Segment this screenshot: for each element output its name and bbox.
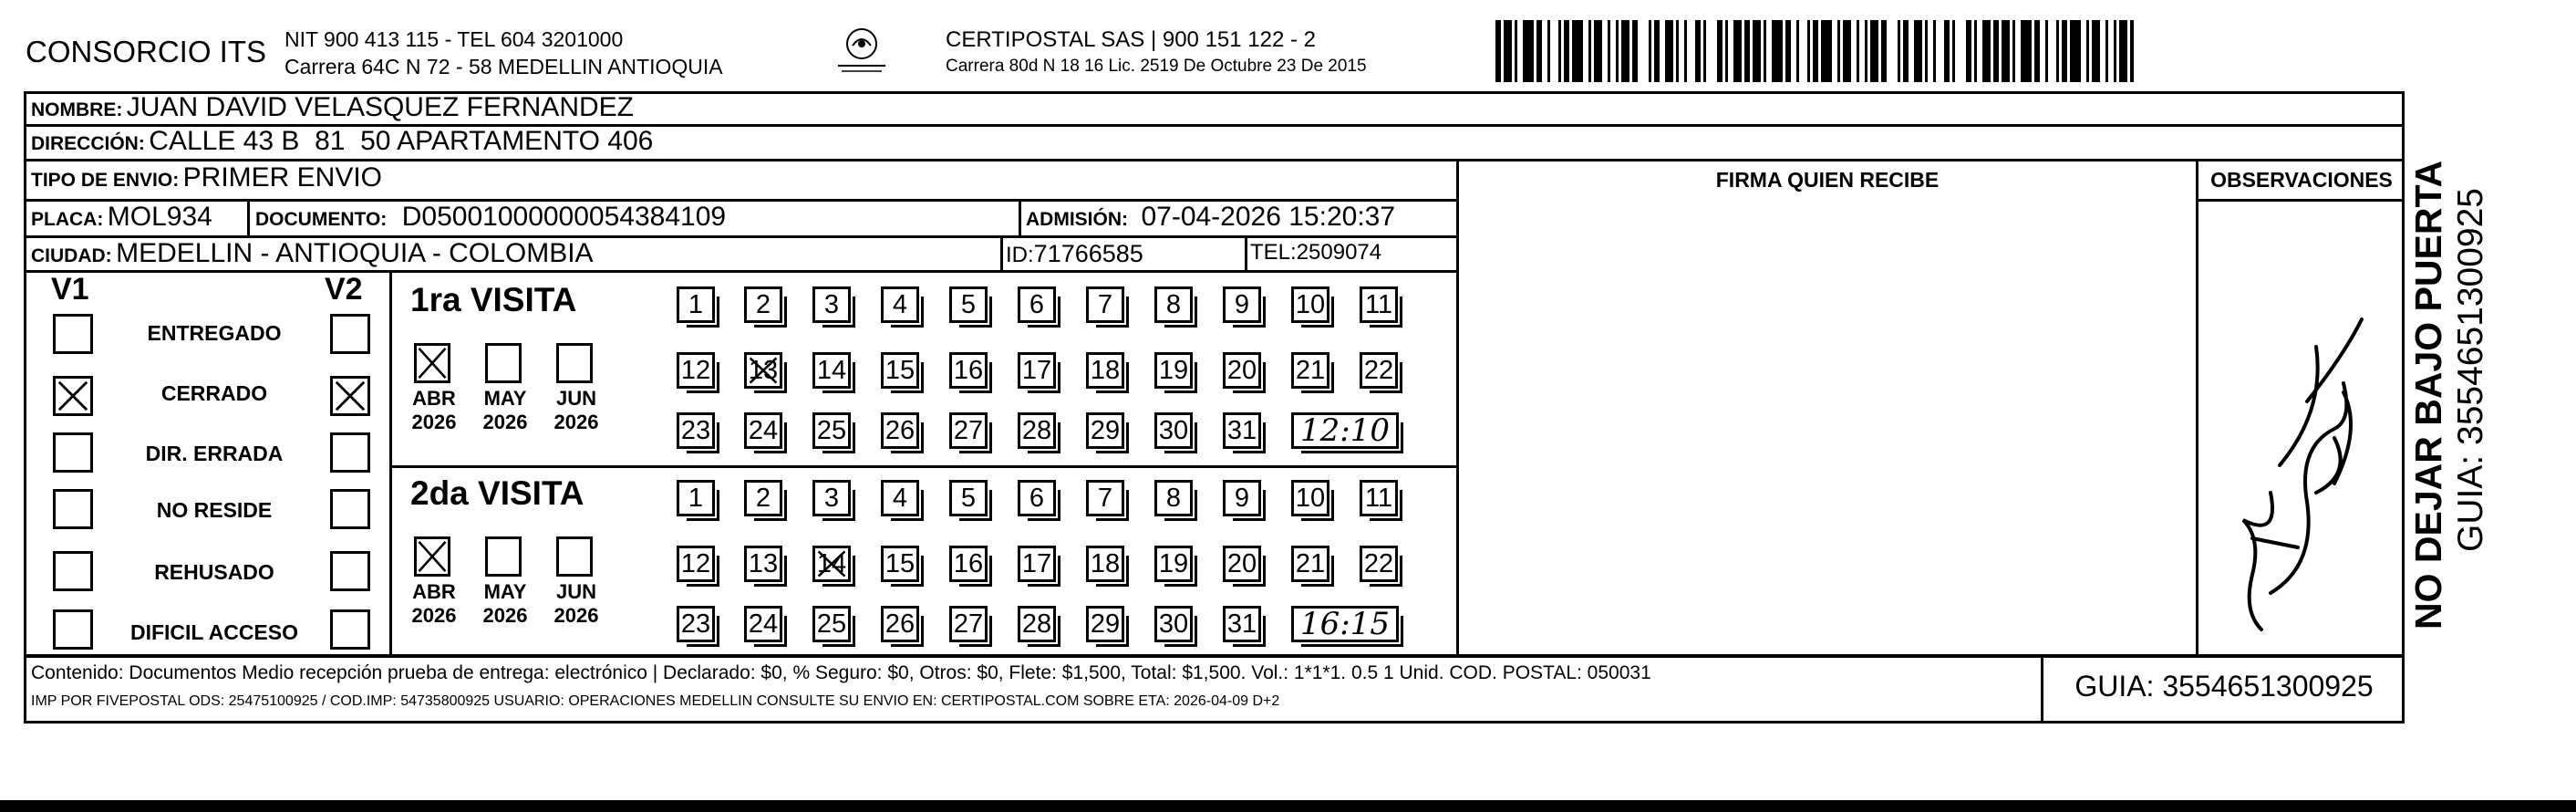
ciudad-field	[31, 238, 594, 269]
company-address: Carrera 64C N 72 - 58 MEDELLIN ANTIOQUIA	[284, 55, 723, 78]
documento-label: DOCUMENTO:	[255, 209, 388, 230]
v2-checkbox-4[interactable]	[330, 489, 370, 529]
day-box-21[interactable]: 21	[1291, 546, 1329, 582]
v1-checkbox-6[interactable]	[53, 609, 93, 650]
day-box-7[interactable]: 7	[1086, 480, 1124, 516]
tel-label: TEL:	[1250, 240, 1297, 265]
status-label-4: NO RESIDE	[156, 498, 273, 522]
year-label: 2026	[411, 604, 457, 627]
company-nit: NIT 900 413 115 - TEL 604 3201000	[284, 27, 624, 51]
day-box-11[interactable]: 11	[1360, 480, 1398, 516]
day-box-22[interactable]: 22	[1360, 352, 1398, 389]
observaciones-header: OBSERVACIONES	[2210, 168, 2393, 192]
year-label: 2026	[553, 604, 599, 627]
v2-checkbox-2[interactable]	[330, 376, 370, 416]
day-box-26[interactable]: 26	[881, 606, 919, 642]
year-label: 2026	[482, 411, 528, 433]
ciudad-value: MEDELLIN - ANTIOQUIA - COLOMBIA	[116, 238, 594, 268]
day-box-29[interactable]: 29	[1086, 412, 1124, 449]
admision-label: ADMISIÓN:	[1026, 209, 1128, 230]
day-box-23[interactable]: 23	[677, 606, 715, 642]
v2-checkbox-5[interactable]	[330, 551, 370, 591]
tipo-value: PRIMER ENVIO	[182, 162, 383, 193]
month-checkbox-jun[interactable]	[556, 536, 593, 577]
visit-title-1: 1ra VISITA	[410, 281, 577, 318]
day-mark-icon	[815, 548, 848, 579]
day-box-14[interactable]: 14	[812, 546, 851, 582]
day-box-15[interactable]: 15	[881, 352, 919, 389]
day-box-12[interactable]: 12	[677, 352, 715, 389]
v2-checkbox-3[interactable]	[330, 432, 370, 473]
v1-checkbox-2[interactable]	[53, 376, 93, 416]
day-box-18[interactable]: 18	[1086, 352, 1124, 389]
placa-field	[31, 202, 212, 233]
day-box-2[interactable]: 2	[744, 286, 782, 323]
direccion-value: CALLE 43 B 81 50 APARTAMENTO 406	[149, 126, 654, 156]
status-label-5: REHUSADO	[154, 560, 274, 584]
day-box-15[interactable]: 15	[881, 546, 919, 582]
day-box-10[interactable]: 10	[1291, 480, 1329, 516]
day-box-28[interactable]: 28	[1018, 606, 1056, 642]
day-box-30[interactable]: 30	[1154, 412, 1193, 449]
v1-heading: V1	[51, 272, 89, 307]
v2-heading: V2	[325, 272, 363, 307]
day-box-19[interactable]: 19	[1154, 352, 1193, 389]
day-box-7[interactable]: 7	[1086, 286, 1124, 323]
v2-checkbox-6[interactable]	[330, 609, 370, 650]
tipo-label: TIPO DE ENVIO:	[31, 170, 180, 191]
day-box-1[interactable]: 1	[677, 286, 715, 323]
firma-header: FIRMA QUIEN RECIBE	[1715, 168, 1940, 192]
day-box-29[interactable]: 29	[1086, 606, 1124, 642]
month-checkbox-may[interactable]	[485, 343, 522, 383]
nombre-field	[31, 92, 634, 123]
certipostal-logo	[825, 26, 898, 80]
day-mark-icon	[747, 355, 780, 386]
documento-field	[255, 202, 726, 233]
day-box-13[interactable]: 13	[744, 546, 782, 582]
month-label: ABR	[412, 580, 456, 603]
day-box-17[interactable]: 17	[1018, 352, 1056, 389]
day-box-6[interactable]: 6	[1018, 286, 1056, 323]
day-box-11[interactable]: 11	[1360, 286, 1398, 323]
handwritten-signature	[2207, 265, 2389, 648]
footer-imp: IMP POR FIVEPOSTAL ODS: 25475100925 / COD.IMP: 54735800925 USUARIO: OPERACIONES MEDELLIN CONSULTE SU ENVIO EN: CERTIPOSTAL.COM SOBRE ETA: 2026-04-09 D+2	[31, 693, 1280, 709]
day-box-25[interactable]: 25	[812, 606, 851, 642]
day-box-25[interactable]: 25	[812, 412, 851, 449]
month-checkbox-abr[interactable]	[414, 536, 450, 577]
side-guia: GUIA: 3554651300925	[2451, 188, 2490, 552]
day-box-2[interactable]: 2	[744, 480, 782, 516]
day-box-16[interactable]: 16	[949, 546, 988, 582]
month-label: MAY	[483, 580, 527, 603]
carrier-address: Carrera 80d N 18 16 Lic. 2519 De Octubre 23 De 2015	[946, 57, 1367, 76]
documento-value: D05001000000054384109	[401, 202, 727, 232]
day-box-17[interactable]: 17	[1018, 546, 1056, 582]
id-value: 71766585	[1033, 240, 1143, 267]
day-box-8[interactable]: 8	[1154, 480, 1193, 516]
year-label: 2026	[482, 604, 528, 627]
day-box-8[interactable]: 8	[1154, 286, 1193, 323]
year-label: 2026	[411, 411, 457, 433]
day-box-16[interactable]: 16	[949, 352, 988, 389]
day-box-20[interactable]: 20	[1223, 546, 1261, 582]
placa-value: MOL934	[107, 202, 212, 232]
day-box-18[interactable]: 18	[1086, 546, 1124, 582]
v2-checkbox-1[interactable]	[330, 314, 370, 354]
day-box-12[interactable]: 12	[677, 546, 715, 582]
day-box-9[interactable]: 9	[1223, 286, 1261, 323]
admision-value: 07-04-2026 15:20:37	[1141, 202, 1396, 232]
admision-field	[1026, 202, 1395, 233]
month-label: JUN	[555, 580, 596, 603]
day-box-20[interactable]: 20	[1223, 352, 1261, 389]
v1-checkbox-3[interactable]	[53, 432, 93, 473]
id-label: ID:	[1006, 243, 1034, 267]
month-checkbox-jun[interactable]	[556, 343, 593, 383]
day-box-5[interactable]: 5	[949, 286, 988, 323]
nombre-label: NOMBRE:	[31, 99, 123, 120]
day-box-30[interactable]: 30	[1154, 606, 1193, 642]
day-box-28[interactable]: 28	[1018, 412, 1056, 449]
month-label: MAY	[483, 387, 527, 410]
status-label-6: DIFICIL ACCESO	[129, 620, 298, 644]
ciudad-label: CIUDAD:	[31, 245, 112, 266]
barcode	[1495, 20, 2134, 82]
tipo-field	[31, 162, 382, 193]
day-box-3[interactable]: 3	[812, 286, 851, 323]
visit-time-2[interactable]: 16:15	[1291, 606, 1399, 642]
nombre-value: JUAN DAVID VELASQUEZ FERNANDEZ	[126, 92, 634, 122]
tel-field	[1250, 240, 1381, 265]
status-label-1: ENTREGADO	[147, 321, 282, 345]
month-label: ABR	[412, 387, 456, 410]
day-box-3[interactable]: 3	[812, 480, 851, 516]
day-box-14[interactable]: 14	[812, 352, 851, 389]
day-box-6[interactable]: 6	[1018, 480, 1056, 516]
carrier-name: CERTIPOSTAL SAS | 900 151 122 - 2	[946, 27, 1316, 52]
direccion-label: DIRECCIÓN:	[31, 133, 145, 154]
id-field	[1006, 240, 1143, 268]
visit-title-2: 2da VISITA	[410, 474, 585, 512]
day-box-4[interactable]: 4	[881, 480, 919, 516]
footer-guia: GUIA: 3554651300925	[2074, 670, 2374, 703]
day-box-21[interactable]: 21	[1291, 352, 1329, 389]
day-box-4[interactable]: 4	[881, 286, 919, 323]
day-box-27[interactable]: 27	[949, 606, 988, 642]
day-box-23[interactable]: 23	[677, 412, 715, 449]
day-box-13[interactable]: 13	[744, 352, 782, 389]
status-label-2: CERRADO	[160, 381, 268, 405]
day-box-22[interactable]: 22	[1360, 546, 1398, 582]
day-box-26[interactable]: 26	[881, 412, 919, 449]
visit-time-1[interactable]: 12:10	[1291, 412, 1399, 449]
tel-value: 2509074	[1296, 240, 1382, 265]
placa-label: PLACA:	[31, 209, 104, 230]
side-warning: NO DEJAR BAJO PUERTA	[2407, 160, 2449, 630]
month-checkbox-may[interactable]	[485, 536, 522, 577]
v1-checkbox-4[interactable]	[53, 489, 93, 529]
v1-checkbox-1[interactable]	[53, 314, 93, 354]
day-box-27[interactable]: 27	[949, 412, 988, 449]
footer-contents: Contenido: Documentos Medio recepción prueba de entrega: electrónico | Declarado: $0, % Seguro: $0, Otros: $0, Flete: $1,500, Total: $1,500. Vol.: 1*1*1. 0.5 1 Unid. COD. POSTAL: 050031	[31, 662, 1651, 683]
day-box-10[interactable]: 10	[1291, 286, 1329, 323]
bottom-bar	[0, 800, 2576, 812]
v1-checkbox-5[interactable]	[53, 551, 93, 591]
month-label: JUN	[555, 387, 596, 410]
company-name: CONSORCIO ITS	[26, 35, 267, 68]
day-box-31[interactable]: 31	[1223, 606, 1261, 642]
day-box-5[interactable]: 5	[949, 480, 988, 516]
direccion-field	[31, 126, 653, 157]
year-label: 2026	[553, 411, 599, 433]
month-checkbox-abr[interactable]	[414, 343, 450, 383]
day-box-19[interactable]: 19	[1154, 546, 1193, 582]
day-box-9[interactable]: 9	[1223, 480, 1261, 516]
day-box-31[interactable]: 31	[1223, 412, 1261, 449]
day-box-24[interactable]: 24	[744, 412, 782, 449]
day-box-1[interactable]: 1	[677, 480, 715, 516]
day-box-24[interactable]: 24	[744, 606, 782, 642]
status-label-3: DIR. ERRADA	[145, 442, 284, 465]
